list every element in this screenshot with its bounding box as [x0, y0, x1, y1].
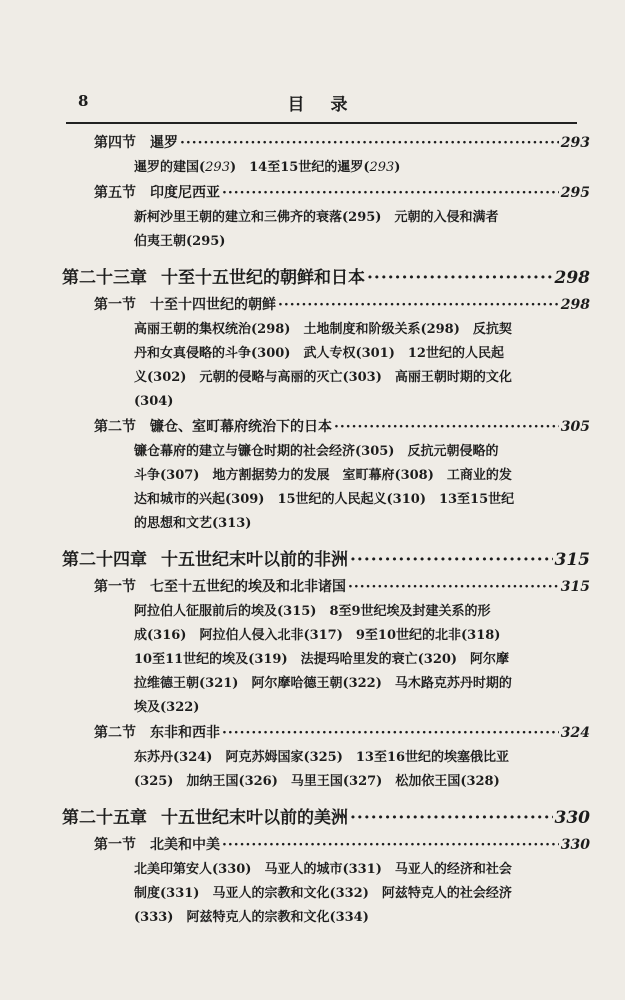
page-header — [78, 88, 567, 118]
leader-dots — [367, 264, 553, 292]
page-ref: 315 — [554, 550, 590, 570]
section-label: 第二节 — [94, 419, 136, 435]
toc-section[interactable] — [62, 292, 590, 318]
section-detail: 北美印第安人(330) 马亚人的城市(331) 马亚人的经济和社会 制度(331) 马亚人的宗教和文化(332) 阿兹特克人的社会经济 (333) 阿兹特克人的宗教和文化(334) — [134, 862, 512, 925]
header-rule — [66, 122, 577, 124]
section-detail: 阿拉伯人征服前后的埃及(315) 8至9世纪埃及封建关系的形 成(316) 阿拉伯人侵入北非(317) 9至10世纪的北非(318) 10至11世纪的埃及(319) 法提玛哈里发的衰亡(320) 阿尔摩 拉维德王朝(321) 阿尔摩哈德王朝(322) 马木路克苏丹时期的 埃及(322) — [134, 604, 512, 715]
leader-dots — [222, 180, 559, 206]
toc-section[interactable] — [62, 574, 590, 600]
chapter-title: 十至十五世纪的朝鲜和日本 — [161, 268, 365, 288]
toc-section[interactable] — [62, 832, 590, 858]
toc-chapter[interactable] — [62, 264, 590, 292]
leader-dots — [350, 546, 553, 574]
section-title: 印度尼西亚 — [150, 185, 220, 201]
section-label: 第二节 — [94, 725, 136, 741]
section-detail: 暹罗的建国(293) 14至15世纪的暹罗(293) — [134, 160, 401, 175]
leader-dots — [348, 574, 559, 600]
leader-dots — [278, 292, 559, 318]
leader-dots — [180, 130, 559, 156]
page-ref: 298 — [560, 297, 590, 313]
leader-dots — [222, 720, 559, 746]
section-detail: 高丽王朝的集权统治(298) 土地制度和阶级关系(298) 反抗契 丹和女真侵略的斗争(300) 武人专权(301) 12世纪的人民起 义(302) 元朝的侵略与高丽的灭亡(303) 高丽王朝时期的文化 (304) — [134, 322, 512, 409]
toc-section[interactable] — [62, 130, 590, 156]
page-ref: 330 — [554, 808, 590, 828]
toc-section[interactable] — [62, 720, 590, 746]
page-ref: 293 — [560, 135, 590, 151]
toc-chapter[interactable] — [62, 546, 590, 574]
leader-dots — [222, 832, 559, 858]
section-title: 镰仓、室町幕府统治下的日本 — [150, 419, 332, 435]
page-ref: 305 — [560, 419, 590, 435]
section-detail: 镰仓幕府的建立与镰仓时期的社会经济(305) 反抗元朝侵略的 斗争(307) 地方割据势力的发展 室町幕府(308) 工商业的发 达和城市的兴起(309) 15世纪的人民起义(310) 13至15世纪 的思想和文艺(313) — [134, 444, 515, 531]
section-title: 暹罗 — [150, 135, 178, 151]
section-label: 第一节 — [94, 297, 136, 313]
section-label: 第一节 — [94, 579, 136, 595]
section-detail: 东苏丹(324) 阿克苏姆国家(325) 13至16世纪的埃塞俄比亚 (325) 加纳王国(326) 马里王国(327) 松加依王国(328) — [134, 750, 510, 789]
page-ref: 330 — [560, 837, 590, 853]
page-number: 8 — [78, 92, 89, 110]
toc-section[interactable] — [62, 414, 590, 440]
page-ref: 298 — [554, 268, 590, 288]
chapter-title: 十五世纪末叶以前的非洲 — [161, 550, 348, 570]
section-detail: 新柯沙里王朝的建立和三佛齐的衰落(295) 元朝的入侵和满者 伯夷王朝(295) — [134, 210, 499, 249]
section-title: 北美和中美 — [150, 837, 220, 853]
leader-dots — [334, 414, 559, 440]
section-label: 第五节 — [94, 185, 136, 201]
page-ref: 324 — [560, 725, 590, 741]
chapter-title: 十五世纪末叶以前的美洲 — [161, 808, 348, 828]
table-of-contents — [62, 130, 590, 930]
section-title: 十至十四世纪的朝鲜 — [150, 297, 276, 313]
toc-section[interactable] — [62, 180, 590, 206]
section-title: 七至十五世纪的埃及和北非诸国 — [150, 579, 346, 595]
page-ref: 295 — [560, 185, 590, 201]
chapter-label: 第二十三章 — [62, 268, 147, 288]
page-ref: 315 — [560, 579, 590, 595]
chapter-label: 第二十五章 — [62, 808, 147, 828]
page-title: 目 录 — [287, 95, 358, 115]
toc-chapter[interactable] — [62, 804, 590, 832]
chapter-label: 第二十四章 — [62, 550, 147, 570]
leader-dots — [350, 804, 553, 832]
section-label: 第一节 — [94, 837, 136, 853]
section-title: 东非和西非 — [150, 725, 220, 741]
section-label: 第四节 — [94, 135, 136, 151]
